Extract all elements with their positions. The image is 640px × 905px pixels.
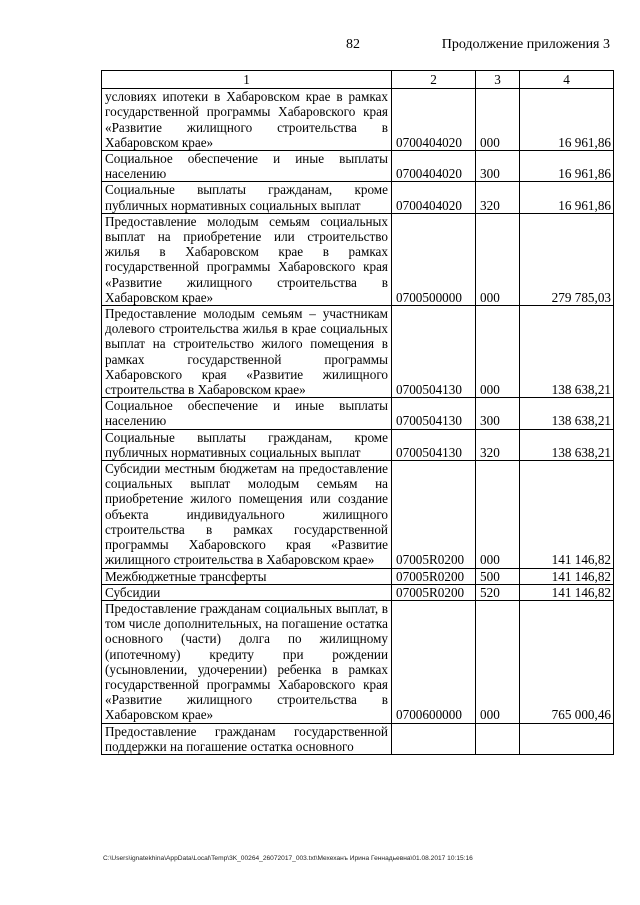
row-type: 500 [476, 568, 520, 584]
table-row [102, 398, 614, 429]
row-code: 0700504130 [392, 306, 476, 398]
row-name: Предоставление молодым семьям социальных выплат на приобретение или строительство жилья в Хабаровском крае в рамках государственной программы Хабаровского края «Развитие жилищного строительства в Хабаровском крае» [102, 213, 392, 305]
row-type: 000 [476, 306, 520, 398]
row-name: Субсидии местным бюджетам на предоставление социальных выплат молодым семьям на приобретение жилого помещения или создание объекта индивидуального жилищного строительства в рамках государственной программы Хабаровского края «Развитие жилищного строительства в Хабаровском крае» [102, 461, 392, 568]
table-row [102, 429, 614, 460]
row-code: 0700404020 [392, 89, 476, 151]
row-code: 0700404020 [392, 182, 476, 213]
row-name: Межбюджетные трансферты [102, 568, 392, 584]
row-type: 300 [476, 151, 520, 182]
footer-path: C:\Users\ignatekhina\AppData\Local\Temp\3K_00264_26072017_003.txt\Мехеханъ Ирина Геннадьевна\01.08.2017 10:15:16 [103, 855, 473, 862]
column-header: 4 [520, 71, 614, 89]
row-code: 0700600000 [392, 600, 476, 723]
row-code: 07005R0200 [392, 584, 476, 600]
row-name: условиях ипотеки в Хабаровском крае в рамках государственной программы Хабаровского края «Развитие жилищного строительства в Хабаровском крае» [102, 89, 392, 151]
row-type: 320 [476, 182, 520, 213]
row-amount: 16 961,86 [520, 151, 614, 182]
budget-table [101, 70, 614, 755]
table-row [102, 213, 614, 305]
row-amount: 765 000,46 [520, 600, 614, 723]
row-name: Предоставление гражданам государственной поддержки на погашение остатка основного [102, 723, 392, 754]
table-row [102, 723, 614, 754]
row-amount: 138 638,21 [520, 429, 614, 460]
row-type [476, 723, 520, 754]
row-code [392, 723, 476, 754]
row-name: Социальные выплаты гражданам, кроме публичных нормативных социальных выплат [102, 429, 392, 460]
table-row [102, 584, 614, 600]
row-type: 000 [476, 461, 520, 568]
row-type: 000 [476, 600, 520, 723]
page-number: 82 [346, 37, 360, 52]
row-name: Социальные выплаты гражданам, кроме публичных нормативных социальных выплат [102, 182, 392, 213]
row-name: Предоставление молодым семьям – участникам долевого строительства жилья в крае социальных выплат на строительство жилого помещения в рамках государственной программы Хабаровского края «Развитие жилищного строительства в Хабаровском крае» [102, 306, 392, 398]
table-row [102, 600, 614, 723]
row-type: 300 [476, 398, 520, 429]
table-row [102, 182, 614, 213]
row-code: 0700500000 [392, 213, 476, 305]
column-header: 1 [102, 71, 392, 89]
table-row [102, 568, 614, 584]
table-row [102, 461, 614, 568]
column-header: 3 [476, 71, 520, 89]
row-type: 000 [476, 89, 520, 151]
row-type: 520 [476, 584, 520, 600]
table-row [102, 151, 614, 182]
column-header: 2 [392, 71, 476, 89]
row-type: 320 [476, 429, 520, 460]
table-row [102, 89, 614, 151]
table-row [102, 306, 614, 398]
row-name: Предоставление гражданам социальных выплат, в том числе дополнительных, на погашение остатка основного (части) долга по жилищному (ипотечному) кредиту при рождении (усыновлении, удочерении) ребенка в рамках государственной программы Хабаровского края «Развитие жилищного строительства в Хабаровском крае» [102, 600, 392, 723]
row-amount: 279 785,03 [520, 213, 614, 305]
row-code: 07005R0200 [392, 461, 476, 568]
row-amount: 16 961,86 [520, 89, 614, 151]
row-code: 0700504130 [392, 429, 476, 460]
page-caption: Продолжение приложения 3 [441, 37, 610, 52]
row-name: Социальное обеспечение и иные выплаты населению [102, 398, 392, 429]
row-type: 000 [476, 213, 520, 305]
row-name: Социальное обеспечение и иные выплаты населению [102, 151, 392, 182]
row-name: Субсидии [102, 584, 392, 600]
row-amount [520, 723, 614, 754]
row-amount: 138 638,21 [520, 398, 614, 429]
row-code: 07005R0200 [392, 568, 476, 584]
row-amount: 141 146,82 [520, 568, 614, 584]
row-amount: 16 961,86 [520, 182, 614, 213]
row-amount: 138 638,21 [520, 306, 614, 398]
row-amount: 141 146,82 [520, 584, 614, 600]
row-amount: 141 146,82 [520, 461, 614, 568]
row-code: 0700404020 [392, 151, 476, 182]
row-code: 0700504130 [392, 398, 476, 429]
table-header-row [102, 71, 614, 89]
